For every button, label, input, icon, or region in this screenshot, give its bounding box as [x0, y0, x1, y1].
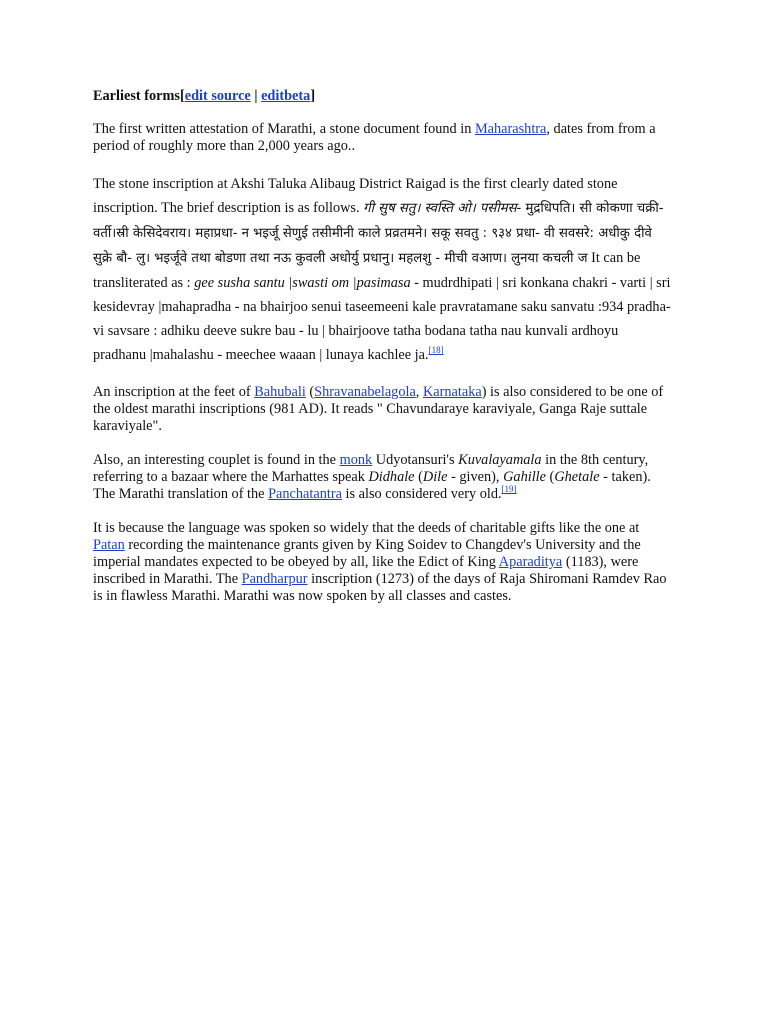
- edit-source-link[interactable]: edit source: [184, 88, 251, 104]
- paragraph-kuvalayamala: [93, 452, 673, 503]
- transliteration-italic: gee susha santu |swasti om |pasimasa: [194, 275, 411, 291]
- text-run: recording the maintenance grants given by King Soidev to Changdev's University and the imperial mandates expected to be obeyed by all, like the Edict of King: [93, 537, 641, 570]
- text-run: ,: [415, 384, 423, 400]
- edit-bracket-close: ]: [310, 88, 316, 104]
- paragraph-akshi-inscription: [93, 172, 673, 367]
- text-run: The first written attestation of Marathi, a stone document found in: [93, 121, 475, 137]
- edit-bracket-open: [: [179, 88, 185, 104]
- transliteration-text: - mudrdhipati | sri konkana chakri - varti | sri kesidevray |mahapradha - na bhairjoo senui taseemeeni kale pravratamane saku sanvatu :934 pradha- vi savsare : adhiku deeve sukre bau - lu | bhairjoove tatha bodana tatha nau kunvali ardhoyu pradhanu |mahalashu - meechee waaan | lunaya kachlee ja.: [93, 275, 671, 363]
- text-run: It is because the language was spoken so widely that the deeds of charitable gifts like the one at: [93, 520, 640, 536]
- edit-separator: |: [250, 88, 262, 104]
- section-heading: [93, 88, 673, 105]
- paragraph-deeds: [93, 520, 673, 605]
- devanagari-italic-text: गी सुष सतु। स्वस्ति ओ। पसीमस-: [363, 201, 522, 216]
- text-run: (: [305, 384, 315, 400]
- reference-19-link[interactable]: [19]: [501, 484, 517, 494]
- paragraph-first-attestation: [93, 121, 673, 155]
- text-run: The stone inscription at Akshi Taluka Alibaug District Raigad is the first clearly dated stone inscription. The brief description is as follows.: [93, 176, 618, 216]
- text-run: (: [545, 469, 555, 485]
- pandharpur-link[interactable]: Pandharpur: [241, 571, 308, 587]
- editbeta-link[interactable]: editbeta: [261, 88, 311, 104]
- aparaditya-link[interactable]: Aparaditya: [498, 554, 563, 570]
- reference-18-link[interactable]: [18]: [428, 345, 444, 355]
- bahubali-link[interactable]: Bahubali: [254, 384, 306, 400]
- text-run: , dates from from a period of roughly more than 2,000 years ago..: [93, 121, 656, 154]
- text-run: in the 8th century, referring to a bazaar where the Marhattes speak: [93, 452, 649, 485]
- text-run: ) is also considered to be one of the oldest marathi inscriptions (981 AD). It reads " Chavundaraye karaviyale, Ganga Raje suttale karaviyale".: [93, 384, 664, 434]
- panchatantra-link[interactable]: Panchatantra: [268, 486, 342, 502]
- text-run: Also, an interesting couplet is found in the: [93, 452, 340, 468]
- section-title: Earliest forms: [93, 88, 180, 104]
- ghetale-italic: Ghetale: [554, 469, 600, 485]
- text-run: An inscription at the feet of: [93, 384, 255, 400]
- kuvalayamala-italic: Kuvalayamala: [458, 452, 542, 468]
- karnataka-link[interactable]: Karnataka: [422, 384, 482, 400]
- text-run: Udyotansuri's: [372, 452, 459, 468]
- shravanabelagola-link[interactable]: Shravanabelagola: [314, 384, 416, 400]
- text-run: It can be transliterated as :: [93, 250, 641, 291]
- gahille-italic: Gahille: [503, 469, 546, 485]
- didhale-italic: Didhale: [368, 469, 415, 485]
- text-run: (: [414, 469, 423, 485]
- monk-link[interactable]: monk: [339, 452, 373, 468]
- text-run: (1183), were inscribed in Marathi. The: [93, 554, 639, 587]
- dile-italic: Dile: [422, 469, 448, 485]
- maharashtra-link[interactable]: Maharashtra: [474, 121, 547, 137]
- paragraph-bahubali: [93, 384, 673, 435]
- text-run: - taken). The Marathi translation of the: [93, 469, 651, 502]
- text-run: - given),: [447, 469, 504, 485]
- text-run: inscription (1273) of the days of Raja Shiromani Ramdev Rao is in flawless Marathi. Marathi was now spoken by all classes and castes.: [93, 571, 667, 604]
- article-content: [93, 88, 673, 622]
- text-run: is also considered very old.: [341, 486, 502, 502]
- patan-link[interactable]: Patan: [93, 537, 125, 553]
- devanagari-inscription-text: मुद्रधिपति। सी कोकणा चक्री- वर्ती।स्री केसिदेवराय। महाप्रधा- न भइर्जू सेणुई तसीमीनी काले प्रव्रतमने। सकू सवतु : ९३४ प्रधा- वी सवसरे: अधीकु दीवे सुक्रे बौ- लु। भइर्जूवे तथा बोडणा तथा नऊ कुवली अधोर्यु प्रधानु। महलशु - मीची वआण। लुनया कचली ज: [93, 201, 664, 266]
